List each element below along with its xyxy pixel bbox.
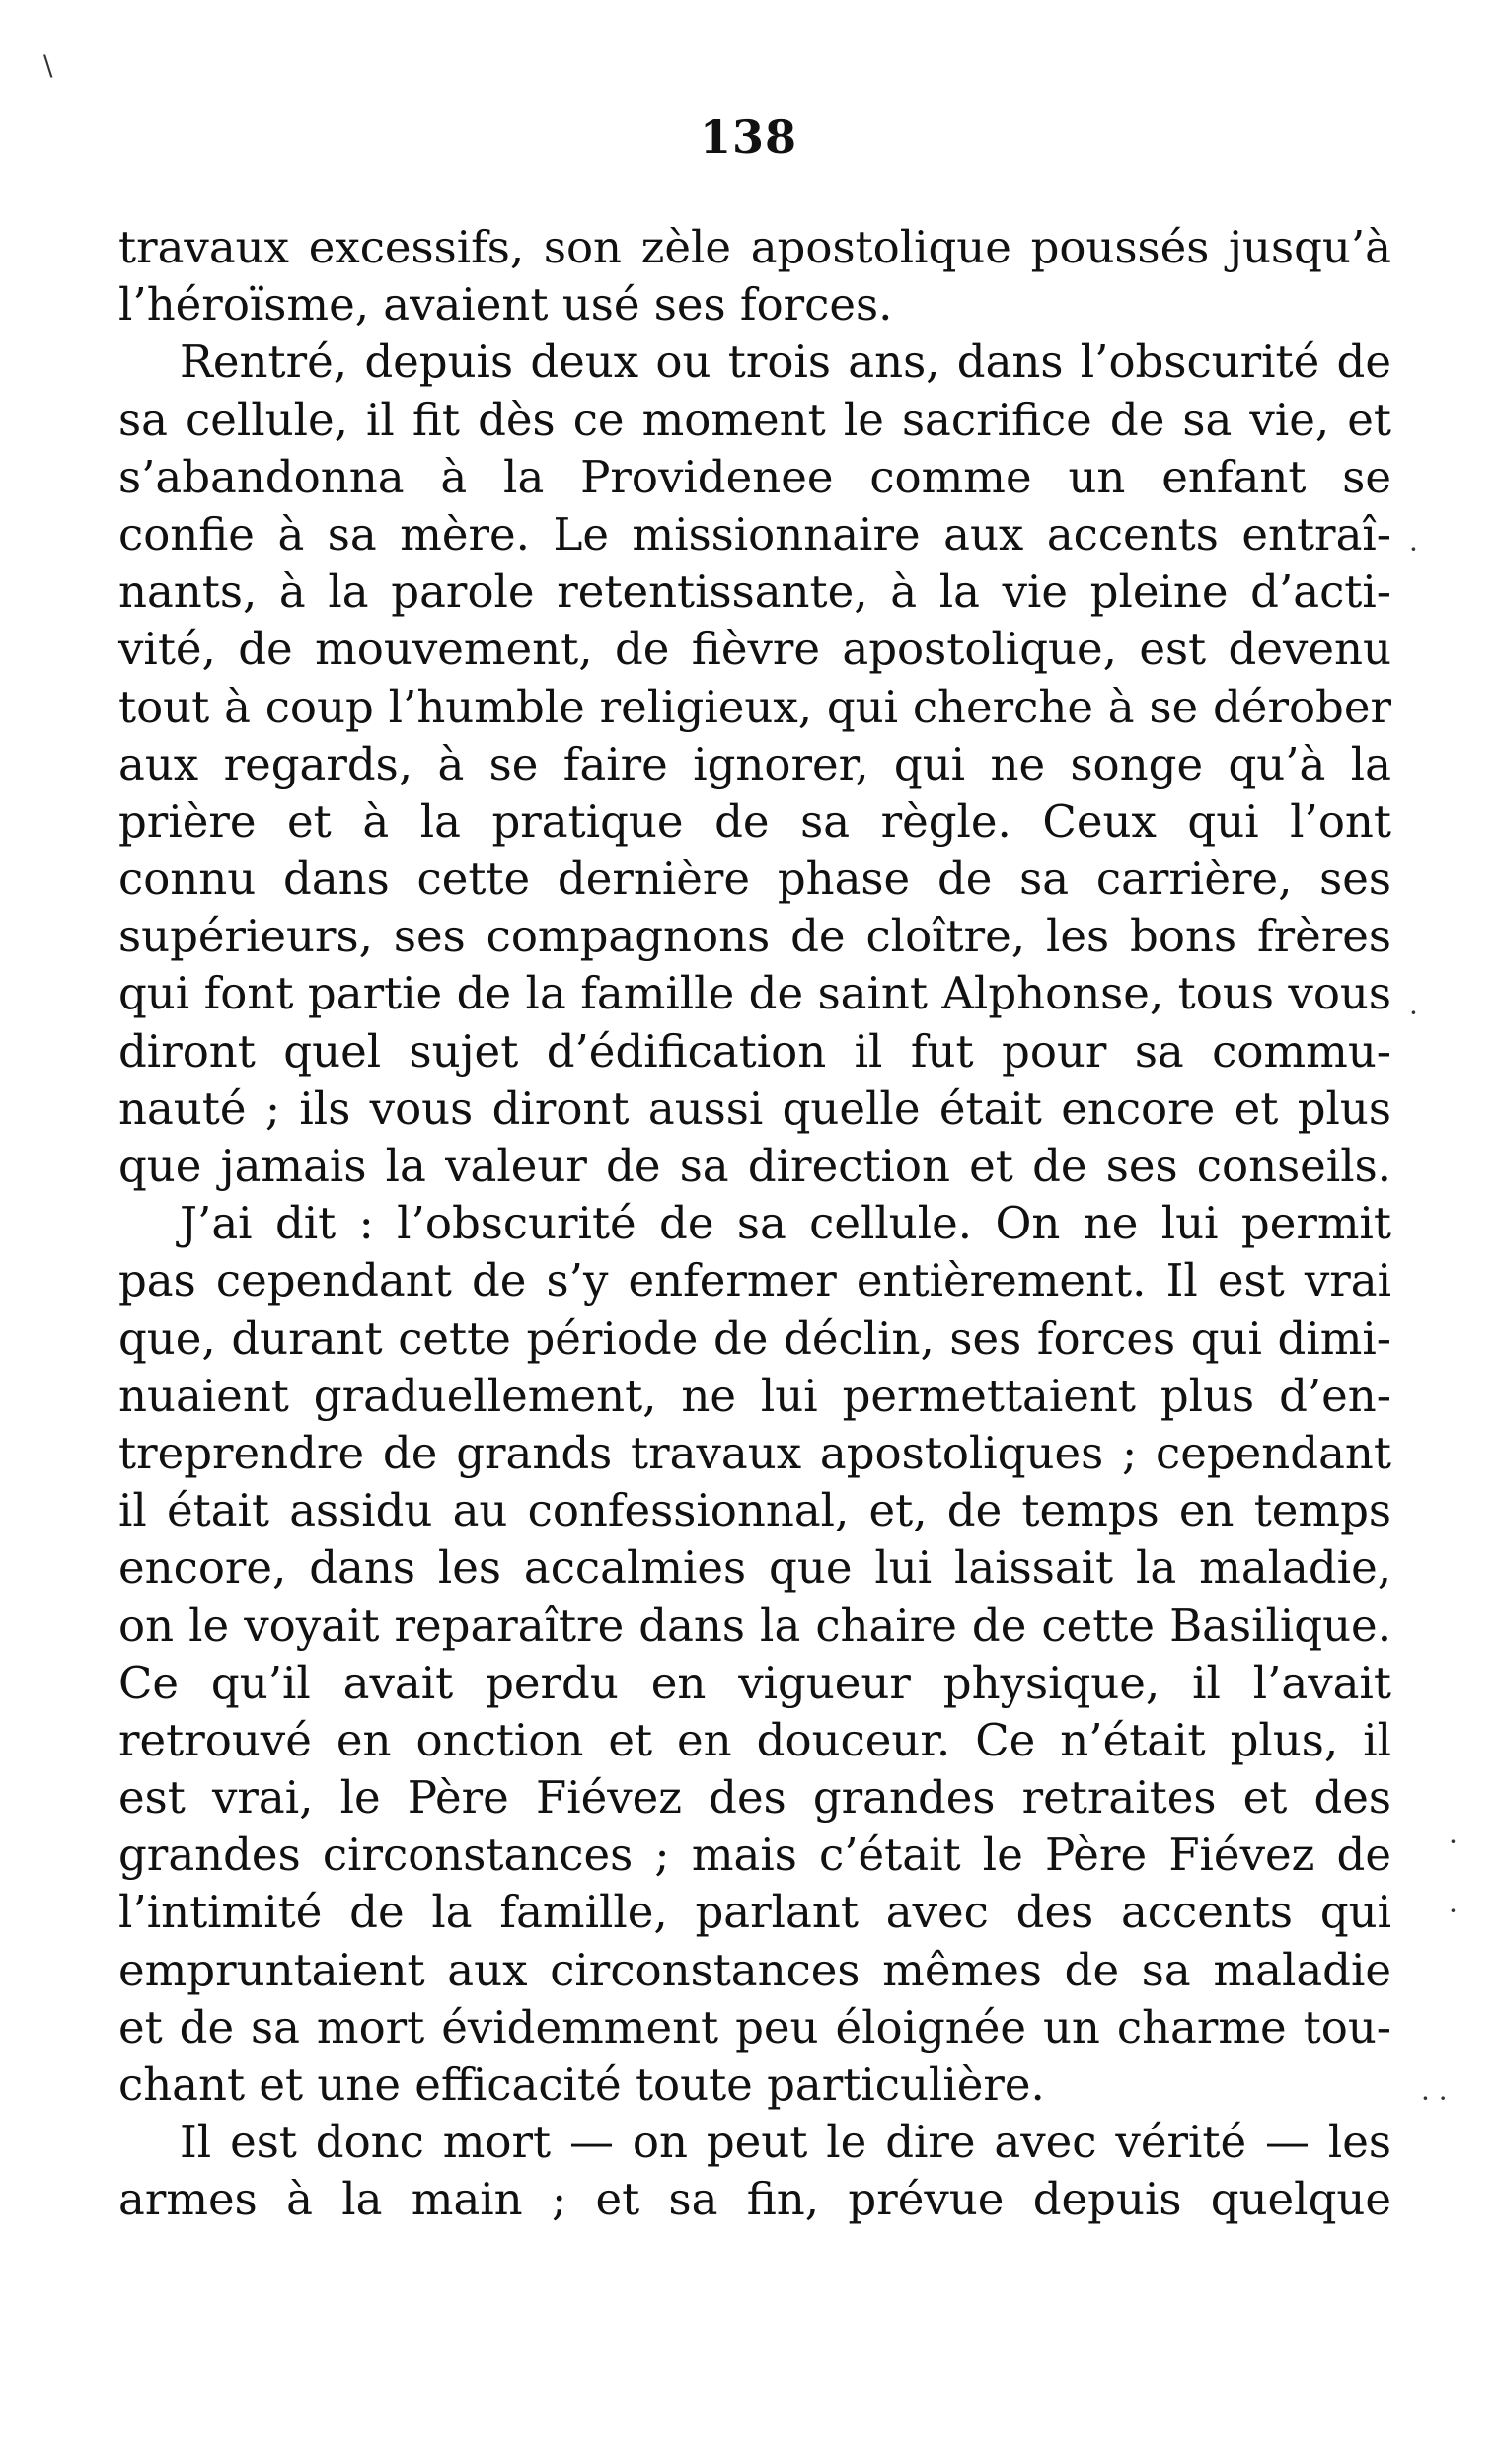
text-line: empruntaient aux circonstances mêmes de sa maladie xyxy=(118,1943,1391,1996)
margin-mark: \ xyxy=(43,49,53,82)
paragraph xyxy=(118,334,1391,1195)
text-line: supérieurs, ses compagnons de cloître, les bons frères xyxy=(118,910,1391,963)
text-line: J’ai dit : l’obscurité de sa cellule. On ne lui permit xyxy=(180,1197,1391,1250)
text-line: tout à coup l’humble religieux, qui cherche à se dérober xyxy=(118,680,1391,733)
text-line: confie à sa mère. Le missionnaire aux accents entraî- xyxy=(118,507,1391,560)
text-line: nants, à la parole retentissante, à la vie pleine d’acti- xyxy=(118,565,1391,619)
text-line: nuaient graduellement, ne lui permettaient plus d’en- xyxy=(118,1369,1391,1422)
text-line: est vrai, le Père Fiévez des grandes retraites et des xyxy=(118,1771,1391,1825)
margin-mark: · · xyxy=(1421,2082,1448,2115)
text-line: treprendre de grands travaux apostoliques ; cependant xyxy=(118,1426,1391,1479)
text-line: grandes circonstances ; mais c’était le Père Fiévez de xyxy=(118,1829,1391,1882)
text-line: retrouvé en onction et en douceur. Ce n’était plus, il xyxy=(118,1713,1391,1766)
text-line: il était assidu au confessionnal, et, de temps en temps xyxy=(118,1484,1391,1537)
text-line: on le voyait reparaître dans la chaire de cette Basilique. xyxy=(118,1599,1391,1652)
body-text xyxy=(118,219,1391,2229)
text-line: nauté ; ils vous diront aussi quelle était encore et plus xyxy=(118,1082,1391,1135)
margin-mark: · xyxy=(1449,1826,1458,1858)
page-number: 138 xyxy=(699,111,798,164)
text-line: prière et à la pratique de sa règle. Ceux qui l’ont xyxy=(118,794,1391,848)
text-line: aux regards, à se faire ignorer, qui ne songe qu’à la xyxy=(118,737,1391,790)
text-line: qui font partie de la famille de saint Alphonse, tous vous xyxy=(118,967,1391,1020)
text-line: s’abandonna à la Providenee comme un enfant se xyxy=(118,450,1391,503)
text-line: chant et une efficacité toute particulière. xyxy=(118,2058,1045,2111)
text-line: Rentré, depuis deux ou trois ans, dans l’obscurité de xyxy=(180,336,1391,389)
text-line: Il est donc mort — on peut le dire avec vérité — les xyxy=(180,2116,1391,2169)
text-line: l’héroïsme, avaient usé ses forces. xyxy=(118,278,893,332)
margin-mark: · xyxy=(1409,533,1418,565)
text-line: armes à la main ; et sa fin, prévue depuis quelque xyxy=(118,2173,1391,2226)
paragraph xyxy=(118,219,1391,334)
text-line: Ce qu’il avait perdu en vigueur physique, il l’avait xyxy=(118,1656,1391,1709)
paragraph xyxy=(118,1195,1391,2114)
text-line: sa cellule, il fit dès ce moment le sacrifice de sa vie, et xyxy=(118,393,1391,446)
text-line: l’intimité de la famille, parlant avec des accents qui xyxy=(118,1886,1391,1939)
margin-mark: · xyxy=(1449,1895,1458,1927)
text-line: pas cependant de s’y enfermer entièrement. Il est vrai xyxy=(118,1254,1391,1307)
text-line: encore, dans les accalmies que lui laissait la maladie, xyxy=(118,1541,1391,1595)
text-line: diront quel sujet d’édification il fut pour sa commu- xyxy=(118,1024,1391,1078)
text-line: que jamais la valeur de sa direction et de ses conseils. xyxy=(118,1140,1391,1192)
text-line: connu dans cette dernière phase de sa carrière, ses xyxy=(118,853,1391,906)
text-line: que, durant cette période de déclin, ses forces qui dimi- xyxy=(118,1311,1391,1365)
margin-mark: · xyxy=(1409,997,1418,1029)
text-line: vité, de mouvement, de fièvre apostolique, est devenu xyxy=(118,623,1391,676)
text-line: et de sa mort évidemment peu éloignée un charme tou- xyxy=(118,2000,1391,2053)
paragraph xyxy=(118,2114,1391,2228)
text-line: travaux excessifs, son zèle apostolique poussés jusqu’à xyxy=(118,221,1391,273)
